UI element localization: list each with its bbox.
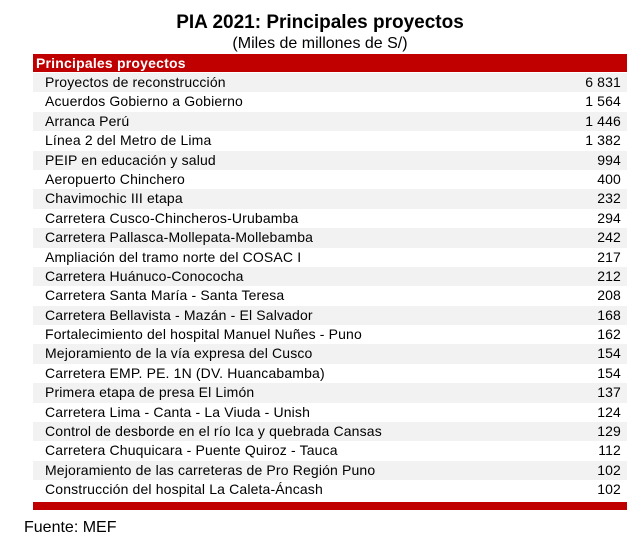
table-row — [33, 209, 627, 228]
table-row — [33, 364, 627, 383]
project-value: 1 382 — [585, 132, 621, 149]
page-subtitle: (Miles de millones de S/) — [232, 35, 408, 52]
table-row — [33, 151, 627, 170]
project-value: 168 — [597, 306, 621, 323]
project-name: Carretera EMP. PE. 1N (DV. Huancabamba) — [45, 364, 325, 381]
table-row — [33, 92, 627, 111]
project-value: 242 — [597, 229, 621, 246]
table-row — [33, 267, 627, 286]
project-value: 129 — [597, 423, 621, 440]
project-value: 208 — [597, 287, 621, 304]
project-value: 162 — [597, 326, 621, 343]
page-title: PIA 2021: Principales proyectos — [176, 12, 464, 33]
project-name: Línea 2 del Metro de Lima — [45, 132, 212, 149]
project-value: 217 — [597, 248, 621, 265]
table-row — [33, 325, 627, 344]
project-value: 994 — [597, 151, 621, 168]
project-name: Carretera Chuquicara - Puente Quiroz - Tauca — [45, 442, 338, 459]
project-value: 137 — [597, 384, 621, 401]
project-value: 154 — [597, 345, 621, 362]
project-name: Aeropuerto Chinchero — [45, 170, 185, 187]
project-name: Mejoramiento de la vía expresa del Cusco — [45, 345, 313, 362]
project-name: Proyectos de reconstrucción — [45, 74, 226, 90]
project-name: Acuerdos Gobierno a Gobierno — [45, 93, 243, 110]
project-name: Carretera Pallasca-Mollepata-Mollebamba — [45, 229, 314, 246]
project-name: Mejoramiento de las carreteras de Pro Región Puno — [45, 461, 376, 478]
table-row — [33, 73, 627, 92]
table-row — [33, 286, 627, 305]
project-name: Construcción del hospital La Caleta-Áncash — [45, 481, 323, 498]
project-name: Carretera Bellavista - Mazán - El Salvador — [45, 306, 313, 323]
project-name: Ampliación del tramo norte del COSAC I — [45, 248, 302, 265]
project-value: 6 831 — [585, 74, 621, 90]
table-row — [33, 383, 627, 402]
project-name: Primera etapa de presa El Limón — [45, 384, 255, 401]
table-row — [33, 248, 627, 267]
project-value: 1 446 — [585, 112, 621, 129]
project-name: Control de desborde en el río Ica y quebrada Cansas — [45, 423, 382, 440]
project-value: 102 — [597, 481, 621, 498]
table-row — [33, 403, 627, 422]
project-name: Carretera Santa María - Santa Teresa — [45, 287, 285, 304]
project-value: 212 — [597, 267, 621, 284]
projects-table — [33, 54, 627, 510]
project-name: Arranca Perú — [45, 112, 130, 129]
project-value: 232 — [597, 190, 621, 207]
project-name: Chavimochic III etapa — [45, 190, 183, 207]
project-value: 102 — [597, 461, 621, 478]
project-value: 154 — [597, 364, 621, 381]
project-name: PEIP en educación y salud — [45, 151, 216, 168]
table-row — [33, 344, 627, 363]
table-row — [33, 480, 627, 499]
project-value: 124 — [597, 403, 621, 420]
table-row — [33, 228, 627, 247]
table-row — [33, 131, 627, 150]
table-row — [33, 112, 627, 131]
project-name: Carretera Lima - Canta - La Viuda - Unish — [45, 403, 311, 420]
project-name: Carretera Cusco-Chincheros-Urubamba — [45, 209, 299, 226]
project-value: 1 564 — [585, 93, 621, 110]
table-footer-bar — [33, 502, 627, 510]
project-value: 400 — [597, 170, 621, 187]
table-row — [33, 422, 627, 441]
table-body — [33, 73, 627, 500]
project-name: Carretera Huánuco-Conococha — [45, 267, 244, 284]
project-value: 112 — [598, 442, 621, 459]
table-header: Principales proyectos — [33, 54, 627, 72]
table-row — [33, 441, 627, 460]
project-name: Fortalecimiento del hospital Manuel Nuñes - Puno — [45, 326, 362, 343]
source-note: Fuente: MEF — [24, 519, 117, 536]
project-value: 294 — [597, 209, 621, 226]
table-row — [33, 189, 627, 208]
table-row — [33, 170, 627, 189]
table-row — [33, 461, 627, 480]
table-row — [33, 306, 627, 325]
